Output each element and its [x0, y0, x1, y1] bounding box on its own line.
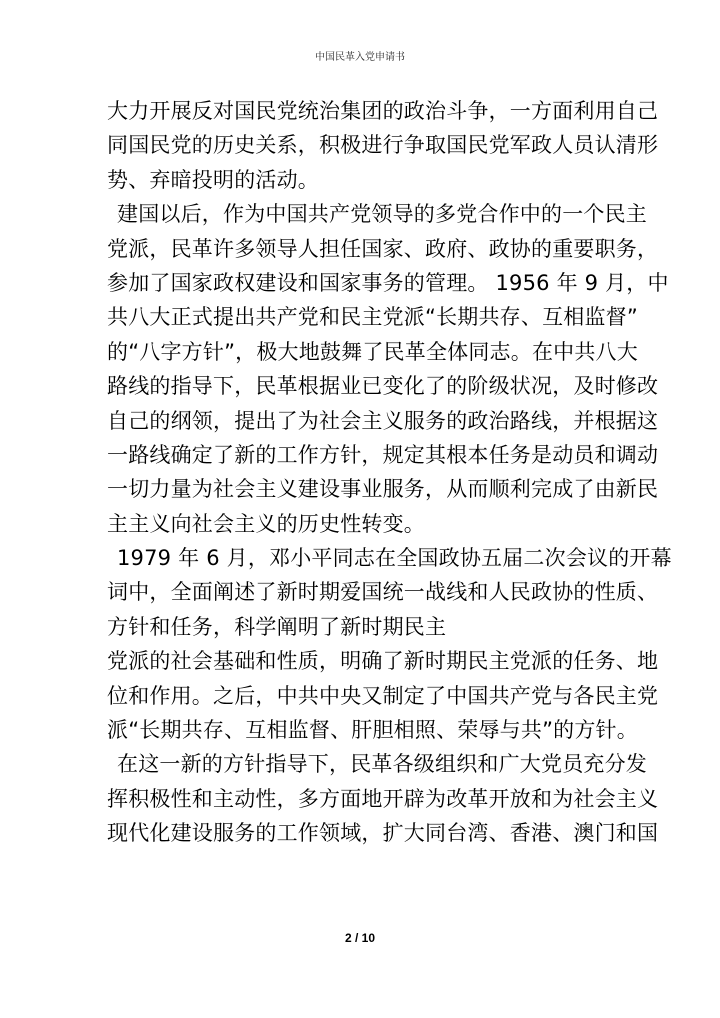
text-line: 共八大正式提出共产党和民主党派“长期共存、互相监督” [107, 305, 638, 330]
text-line: 党派的社会基础和性质，明确了新时期民主党派的任务、地 [107, 649, 659, 674]
text-line: 一切力量为社会主义建设事业服务，从而顺利完成了由新民 [107, 477, 659, 502]
page-number: 2 / 10 [344, 931, 376, 945]
text-line: 派“长期共存、互相监督、肝胆相照、荣辱与共”的方针。 [107, 718, 638, 743]
document-body [107, 94, 672, 851]
text-line: 党派，民革许多领导人担任国家、政府、政协的重要职务， [107, 236, 659, 261]
text-line: 位和作用。之后，中共中央又制定了中国共产党与各民主党 [107, 683, 659, 708]
text-line: 词中，全面阐述了新时期爱国统一战线和人民政协的性质、 [107, 580, 659, 605]
text-line: 主主义向社会主义的历史性转变。 [107, 511, 425, 536]
text-line: 的“八字方针”，极大地鼓舞了民革全体同志。在中共八大 [107, 339, 638, 364]
text-line: 在这一新的方针指导下，民革各级组织和广大党员充分发 [117, 752, 647, 777]
text-line: 方针和任务，科学阐明了新时期民主 [107, 614, 447, 639]
text-line: 挥积极性和主动性，多方面地开辟为改革开放和为社会主义 [107, 786, 659, 811]
page-header: 中国民革入党申请书 [315, 52, 405, 63]
text-line: 一路线确定了新的工作方针，规定其根本任务是动员和调动 [107, 442, 659, 467]
text-line: 自己的纲领，提出了为社会主义服务的政治路线，并根据这 [107, 408, 659, 433]
text-line: 大力开展反对国民党统治集团的政治斗争，一方面利用自己 [107, 99, 659, 123]
text-line: 现代化建设服务的工作领域，扩大同台湾、香港、澳门和国 [107, 821, 659, 846]
text-line: 同国民党的历史关系，积极进行争取国民党军政人员认清形 [107, 133, 659, 158]
text-line: 路线的指导下，民革根据业已变化了的阶级状况，及时修改 [107, 374, 659, 399]
text-line: 参加了国家政权建设和国家事务的管理。 1956 年 9 月，中 [107, 270, 669, 295]
text-line: 势、弃暗投明的活动。 [107, 167, 319, 192]
text-line: 建国以后，作为中国共产党领导的多党合作中的一个民主 [117, 202, 647, 227]
text-line: 1979 年 6 月，邓小平同志在全国政协五届二次会议的开幕 [117, 546, 672, 571]
